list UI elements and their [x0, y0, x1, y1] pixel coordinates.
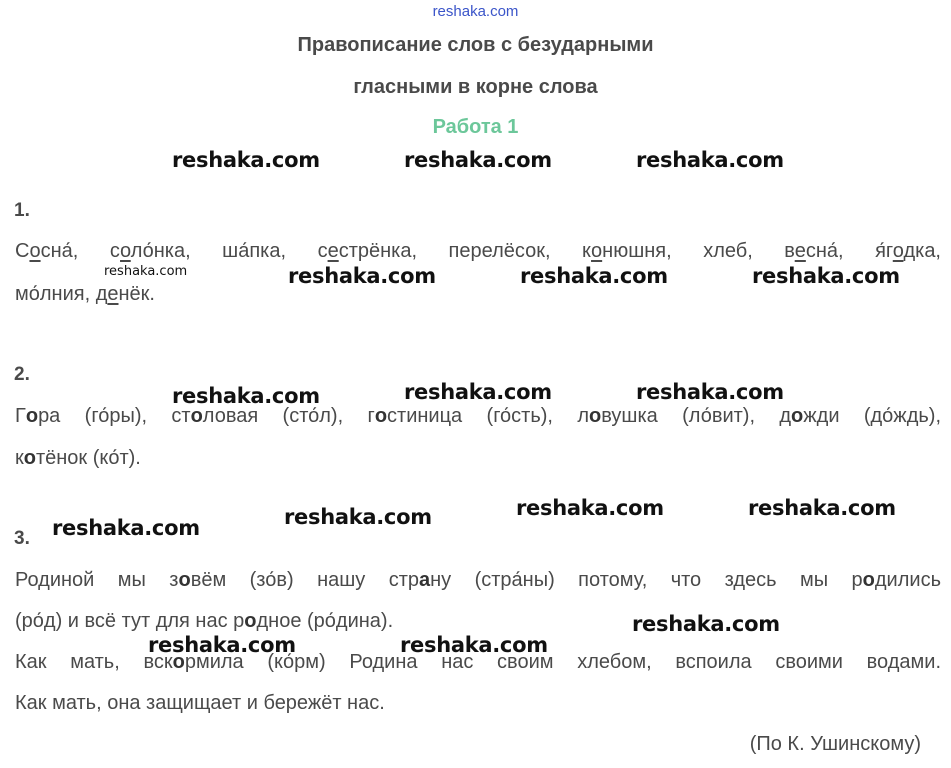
- exercise-1-line-1: Сосна́, соло́нка, ша́пка, сестрёнка, перелёсок, конюшня, хлеб, весна́, я́годка,: [15, 240, 941, 262]
- exercise-3-line-3: Как мать, вскормила (ко́рм) Родина нас своим хлебом, вспоила своими водами.: [15, 651, 941, 673]
- watermark: reshaka.com: [288, 264, 436, 288]
- watermark: reshaka.com: [52, 516, 200, 540]
- watermark: reshaka.com: [172, 148, 320, 172]
- exercise-number-2: 2.: [14, 364, 30, 385]
- watermark: reshaka.com: [752, 264, 900, 288]
- watermark: reshaka.com: [148, 633, 296, 657]
- exercise-3-line-1: Родиной мы зовём (зо́в) нашу страну (стра́ны) потому, что здесь мы родились: [15, 569, 941, 591]
- watermark: reshaka.com: [632, 612, 780, 636]
- exercise-number-3: 3.: [14, 528, 30, 549]
- watermark: reshaka.com: [636, 380, 784, 404]
- exercise-1-line-2: мо́лния, денёк.: [15, 283, 155, 305]
- watermark: reshaka.com: [748, 496, 896, 520]
- page-title-line-2: гласными в корне слова: [353, 76, 598, 98]
- text-source: (По К. Ушинскому): [749, 733, 921, 755]
- exercise-2-line-1: Гора (го́ры), столовая (сто́л), гостиница (го́сть), ловушка (ло́вит), дожди (до́ждь),: [15, 405, 941, 427]
- watermark: reshaka.com: [172, 384, 320, 408]
- exercise-2-line-2: котёнок (ко́т).: [15, 447, 141, 469]
- page-title-line-1: Правописание слов с безударными: [297, 34, 654, 56]
- exercise-3-line-4: Как мать, она защищает и бережёт нас.: [15, 692, 385, 714]
- watermark: reshaka.com: [404, 380, 552, 404]
- watermark: reshaka.com: [284, 505, 432, 529]
- watermark: reshaka.com: [636, 148, 784, 172]
- watermark: reshaka.com: [104, 264, 188, 279]
- work-heading: Работа 1: [432, 116, 519, 138]
- site-link[interactable]: reshaka.com: [432, 3, 519, 20]
- exercise-number-1: 1.: [14, 200, 30, 221]
- watermark: reshaka.com: [516, 496, 664, 520]
- watermark: reshaka.com: [400, 633, 548, 657]
- watermark: reshaka.com: [520, 264, 668, 288]
- exercise-3-line-2: (ро́д) и всё тут для нас родное (ро́дина).: [15, 610, 394, 632]
- watermark: reshaka.com: [404, 148, 552, 172]
